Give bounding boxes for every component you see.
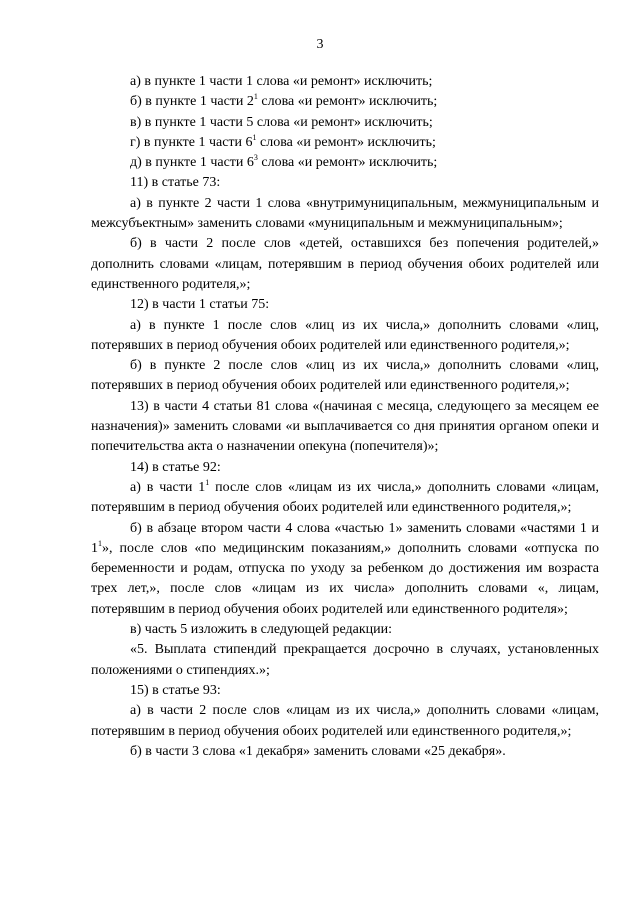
paragraph [91,234,599,295]
paragraph [91,153,599,173]
paragraph-text: б) в части 3 слова «1 декабря» заменить словами «25 декабря». [130,743,506,759]
paragraph-text: а) в пункте 2 части 1 слова «внутримуниципальным, межмуниципальным и межсубъектным» заменить словами «муниципальным и межмуниципальным»; [91,195,599,232]
paragraph-text: а) в части 2 после слов «лицам из их числа,» дополнить словами «лицам, потерявшим в период обучения обоих родителей или единственного родителя,»; [91,703,599,739]
paragraph-text: д) в пункте 1 части 6 [130,155,254,171]
paragraph-text: 13) в части 4 статьи 81 слова «(начиная с месяца, следующего за месяцем ее назначения)» заменить словами «и выплачивается со дня принятия органом опеки и попечительства акта о назначении опекуна (попечителя)»; [91,398,599,455]
superscript: 1 [253,92,258,102]
paragraph [91,316,599,357]
document-body [91,72,599,762]
paragraph [91,295,599,315]
paragraph-text: г) в пункте 1 части 6 [130,134,253,150]
paragraph-text: а) в части 1 [130,479,206,495]
paragraph-text: «5. Выплата стипендий прекращается досрочно в случаях, установленных положениями о стипендиях.»; [91,642,599,678]
paragraph [91,701,599,742]
paragraph [91,356,599,397]
superscript: 1 [98,538,102,548]
paragraph [91,519,599,620]
paragraph-text: », после слов «по медицинским показаниям,» дополнить словами «отпуска по беременности и родам, отпуска по уходу за ребенком до достижения им возраста трех лет,», после слов «лицам из их числа» дополнить словами «, лицам, потерявшим в период обучения обоих родителей или единственного родителя»; [91,540,599,617]
paragraph [91,478,599,519]
paragraph-text: 14) в статье 92: [130,459,221,475]
paragraph [91,742,599,762]
paragraph [91,397,599,458]
paragraph-text: б) в пункте 2 после слов «лиц из их числа,» дополнить словами «лиц, потерявших в период обучения обоих родителей или единственного родителя,»; [91,358,599,394]
paragraph-text: слова «и ремонт» исключить; [257,155,438,171]
paragraph-text: слова «и ремонт» исключить; [257,94,438,110]
paragraph [91,620,599,640]
paragraph [91,681,599,701]
paragraph [91,173,599,193]
paragraph-text: 11) в статье 73: [130,175,221,191]
paragraph-text: в) в пункте 1 части 5 слова «и ремонт» исключить; [130,114,433,130]
paragraph-text: а) в пункте 1 части 1 слова «и ремонт» исключить; [130,74,433,89]
paragraph-text: а) в пункте 1 после слов «лиц из их числа,» дополнить словами «лиц, потерявших в период обучения обоих родителей или единственного родителя,»; [91,317,599,353]
superscript: 3 [253,153,258,163]
superscript: 1 [205,477,210,487]
paragraph-text: б) в части 2 после слов «детей, оставшихся без попечения родителей,» дополнить словами «лицам, потерявшим в период обучения обоих родителей или единственного родителя,»; [91,236,599,292]
paragraph-text: слова «и ремонт» исключить; [256,134,436,150]
page-number: 3 [316,37,324,52]
paragraph [91,72,599,92]
paragraph [91,92,599,112]
paragraph-text: в) часть 5 изложить в следующей редакции: [130,622,393,638]
paragraph-text: после слов «лицам из их числа,» дополнить словами «лицам, потерявшим в период обучения обоих родителей или единственного родителя,»; [91,479,599,516]
paragraph-text: 12) в части 1 статьи 75: [130,297,270,313]
paragraph [91,133,599,153]
paragraph-text: б) в пункте 1 части 2 [130,94,254,110]
paragraph [91,640,599,681]
superscript: 1 [252,132,257,142]
paragraph-text: б) в абзаце втором части 4 слова «частью 1» заменить словами «частями 1 и 1 [91,520,599,556]
paragraph [91,113,599,133]
paragraph [91,194,599,235]
paragraph [91,458,599,478]
paragraph-text: 15) в статье 93: [130,682,221,698]
